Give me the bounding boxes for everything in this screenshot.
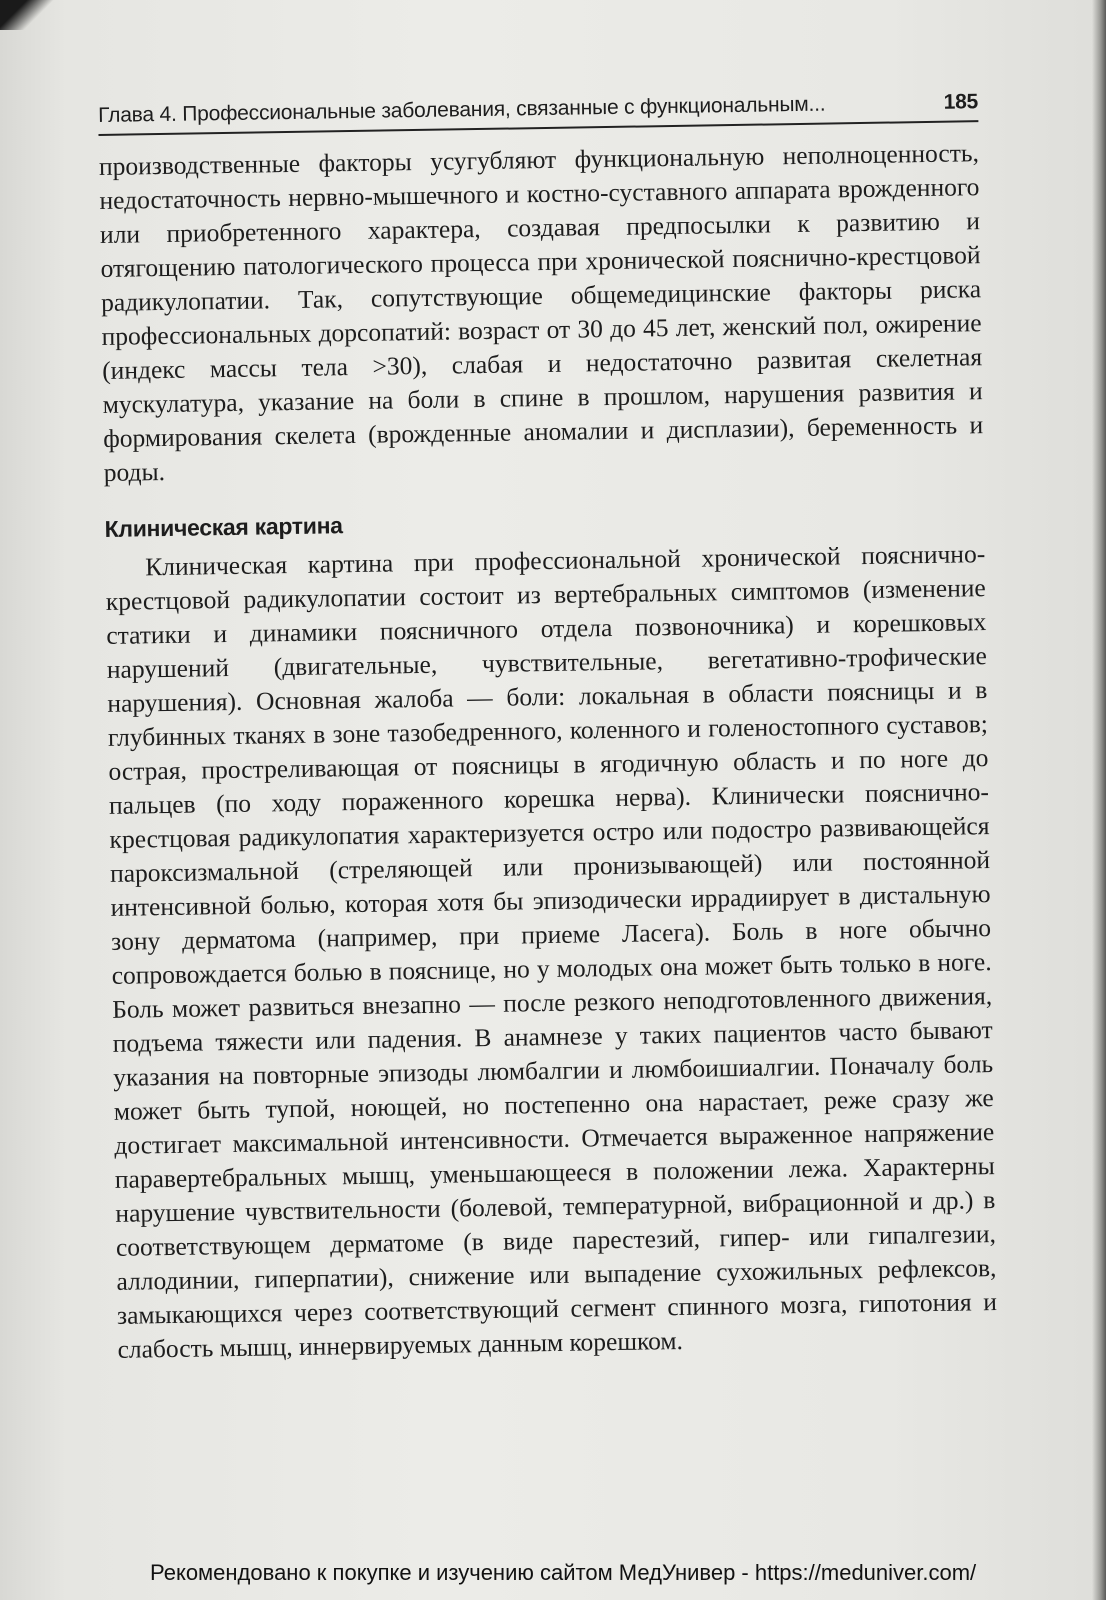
page-number: 185	[943, 90, 979, 114]
book-page	[98, 90, 998, 1367]
watermark-footer: Рекомендовано к покупке и изучению сайтом МедУнивер - https://meduniver.com/	[150, 1560, 977, 1585]
running-header	[98, 90, 978, 136]
page-edge-shadow	[1092, 0, 1106, 1600]
section-title: Клиническая картина	[104, 512, 343, 542]
paragraph-clinical-picture: Клиническая картина при профессиональной хронической пояснично-крестцовой радикулопатии состоит из вертебральных симптомов (изменение статики и динамики поясничного отдела позвоночника) и корешковых нарушений (двигательные, чувствительные, вегетативно-трофические нарушения). Основная жалоба — боли: локальная в области поясницы и в глубинных тканях в зоне тазобедренного, коленного и голеностопного суставов; острая, простреливающая от поясницы в ягодичную область и по ноге до пальцев (по ходу пораженного корешка нерва). Клинически пояснично-крестцовая радикулопатия характеризуется остро или подостро развивающейся пароксизмальной (стреляющей или пронизывающей) или постоянной интенсивной болью, которая хотя бы эпизодически иррадиирует в дистальную зону дерматома (например, при приеме Ласега). Боль в ноге обычно сопровождается болью в пояснице, но у молодых она может быть только в ноге. Боль может развиться внезапно — после резкого неподготовленного движения, подъема тяжести или падения. В анамнезе у таких пациентов часто бывают указания на повторные эпизоды люмбалгии и люмбоишиалгии. Поначалу боль может быть тупой, ноющей, но постепенно она нарастает, реже сразу же достигает максимальной интенсивности. Отмечается выраженное напряжение паравертебральных мышц, уменьшающееся в положении лежа. Характерны нарушение чувствительности (болевой, температурной, вибрационной и др.) в соответствующем дерматоме (в виде парестезий, гипер- или гипалгезии, аллодинии, гиперпатии), снижение или выпадение сухожильных рефлексов, замыкающихся через соответствующий сегмент спинного мозга, гипотония и слабость мышц, иннервируемых данным корешком.	[105, 539, 998, 1364]
corner-shadow	[0, 0, 60, 30]
chapter-title: Глава 4. Профессиональные заболевания, связанные с функциональным...	[98, 92, 826, 127]
paragraph-risk-factors: производственные факторы усугубляют функциональную неполноценность, недостаточность нервно-мышечного и костно-суставного аппарата врожденного или приобретенного характера, создавая предпосылки к развитию и отягощению патологического процесса при хронической пояснично-крестцовой радикулопатии. Так, сопутствующие общемедицинские факторы риска профессиональных дорсопатий: возраст от 30 до 45 лет, женский пол, ожирение (индекс массы тела >30), слабая и недостаточно развитая скелетная мускулатура, указание на боли в спине в прошлом, нарушения развития и формирования скелета (врожденные аномалии и дисплазии), беременность и роды.	[98, 138, 984, 487]
